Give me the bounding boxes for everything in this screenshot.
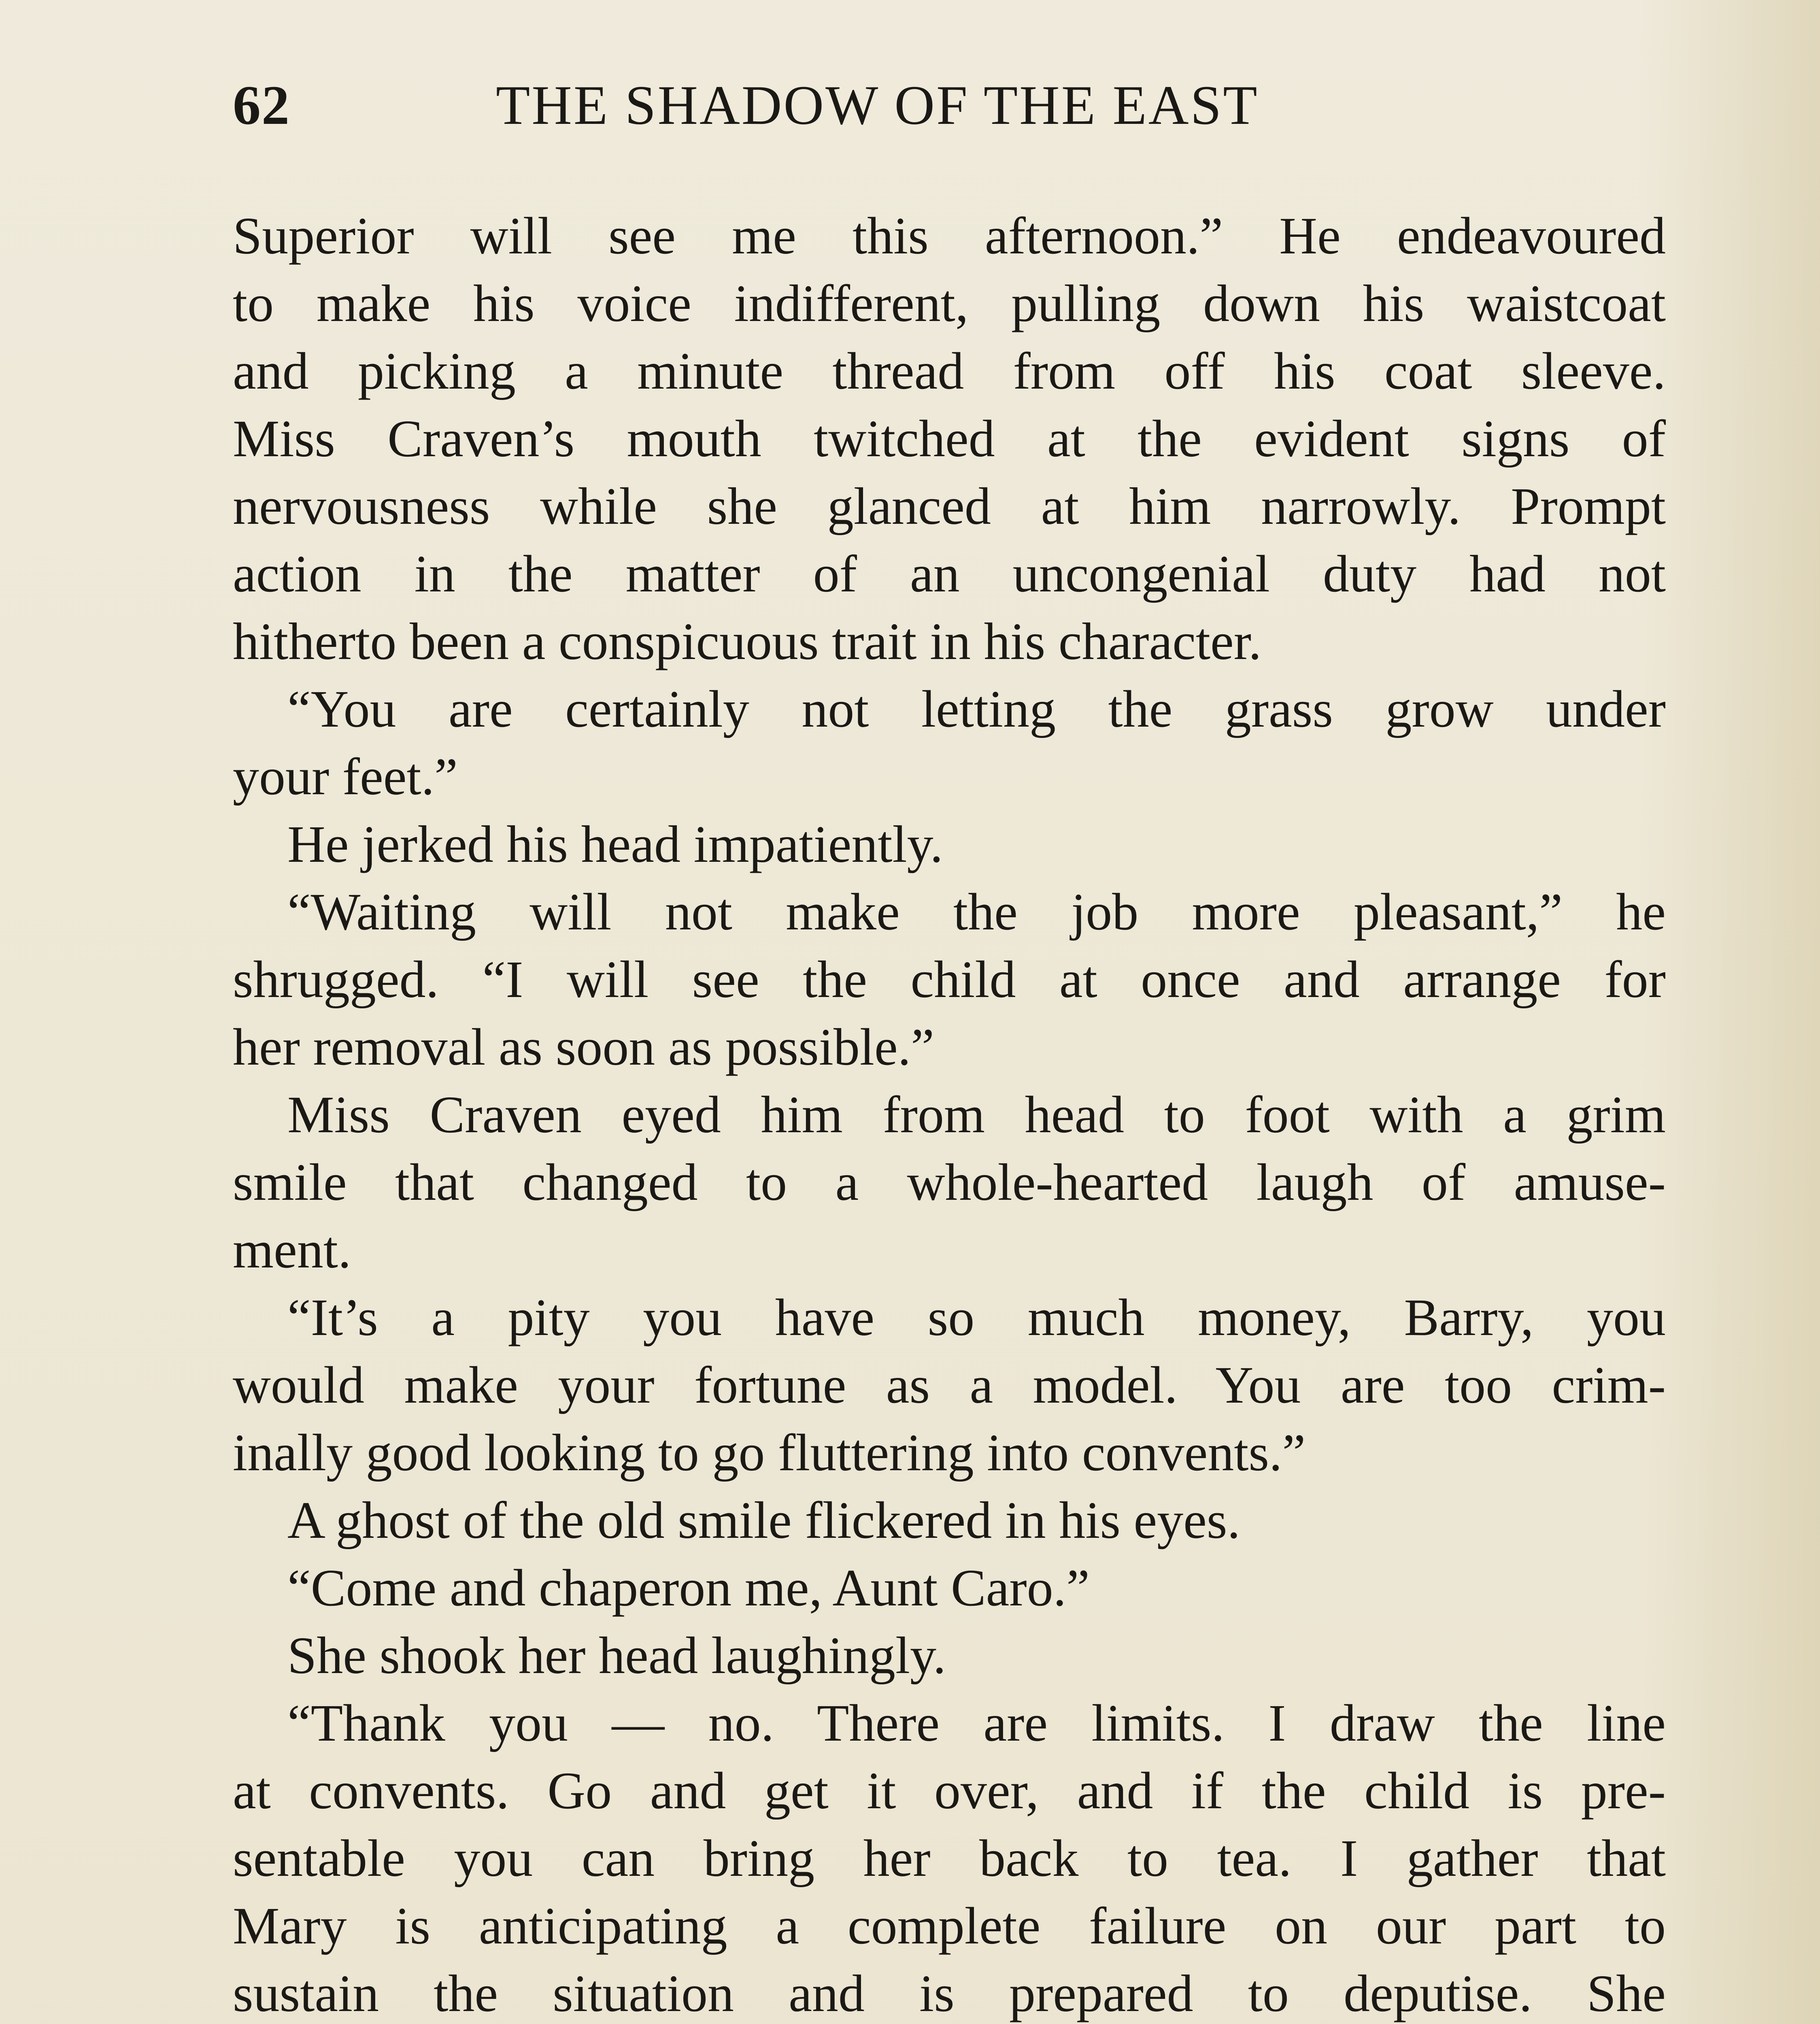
text-line: Miss Craven eyed him from head to foot with a grim [287, 1086, 1666, 1144]
text-line: your feet.” [233, 748, 458, 806]
text-line: smile that changed to a whole-hearted laugh of amuse- [233, 1153, 1666, 1212]
text-line: nervousness while she glanced at him narrowly. Prompt [233, 477, 1666, 536]
text-line: Mary is anticipating a complete failure on our part to [233, 1897, 1666, 1955]
text-line: He jerked his head impatiently. [287, 815, 943, 874]
text-line: ment. [233, 1221, 351, 1279]
text-line: A ghost of the old smile flickered in his eyes. [287, 1491, 1241, 1550]
text-line: She shook her head laughingly. [287, 1626, 946, 1685]
text-line: hitherto been a conspicuous trait in his character. [233, 612, 1262, 671]
running-title: THE SHADOW OF THE EAST [496, 74, 1259, 136]
text-line: sustain the situation and is prepared to deputise. She [233, 1964, 1666, 2023]
text-line: “You are certainly not letting the grass grow under [287, 680, 1666, 738]
text-line: inally good looking to go fluttering into convents.” [233, 1424, 1306, 1482]
page-number: 62 [233, 74, 290, 136]
text-line: action in the matter of an uncongenial duty had not [233, 545, 1666, 603]
text-line: shrugged. “I will see the child at once and arrange for [233, 950, 1666, 1009]
text-line: at convents. Go and get it over, and if the child is pre- [233, 1762, 1666, 1820]
text-line: “Come and chaperon me, Aunt Caro.” [287, 1559, 1090, 1617]
text-line: Miss Craven’s mouth twitched at the evident signs of [233, 410, 1666, 468]
text-line: “Waiting will not make the job more pleasant,” he [287, 883, 1666, 941]
text-line: and picking a minute thread from off his coat sleeve. [233, 342, 1666, 400]
text-line: her removal as soon as possible.” [233, 1018, 934, 1076]
text-line: would make your fortune as a model. You are too crim- [233, 1356, 1666, 1414]
page-header [233, 69, 1666, 142]
text-line: to make his voice indifferent, pulling down his waistcoat [233, 274, 1666, 333]
body-text [233, 202, 1666, 2024]
text-line: “It’s a pity you have so much money, Barry, you [287, 1288, 1666, 1347]
text-line: “Thank you — no. There are limits. I draw the line [287, 1694, 1666, 1752]
text-line: Superior will see me this afternoon.” He endeavoured [233, 207, 1666, 265]
text-line: sentable you can bring her back to tea. I gather that [233, 1829, 1666, 1888]
